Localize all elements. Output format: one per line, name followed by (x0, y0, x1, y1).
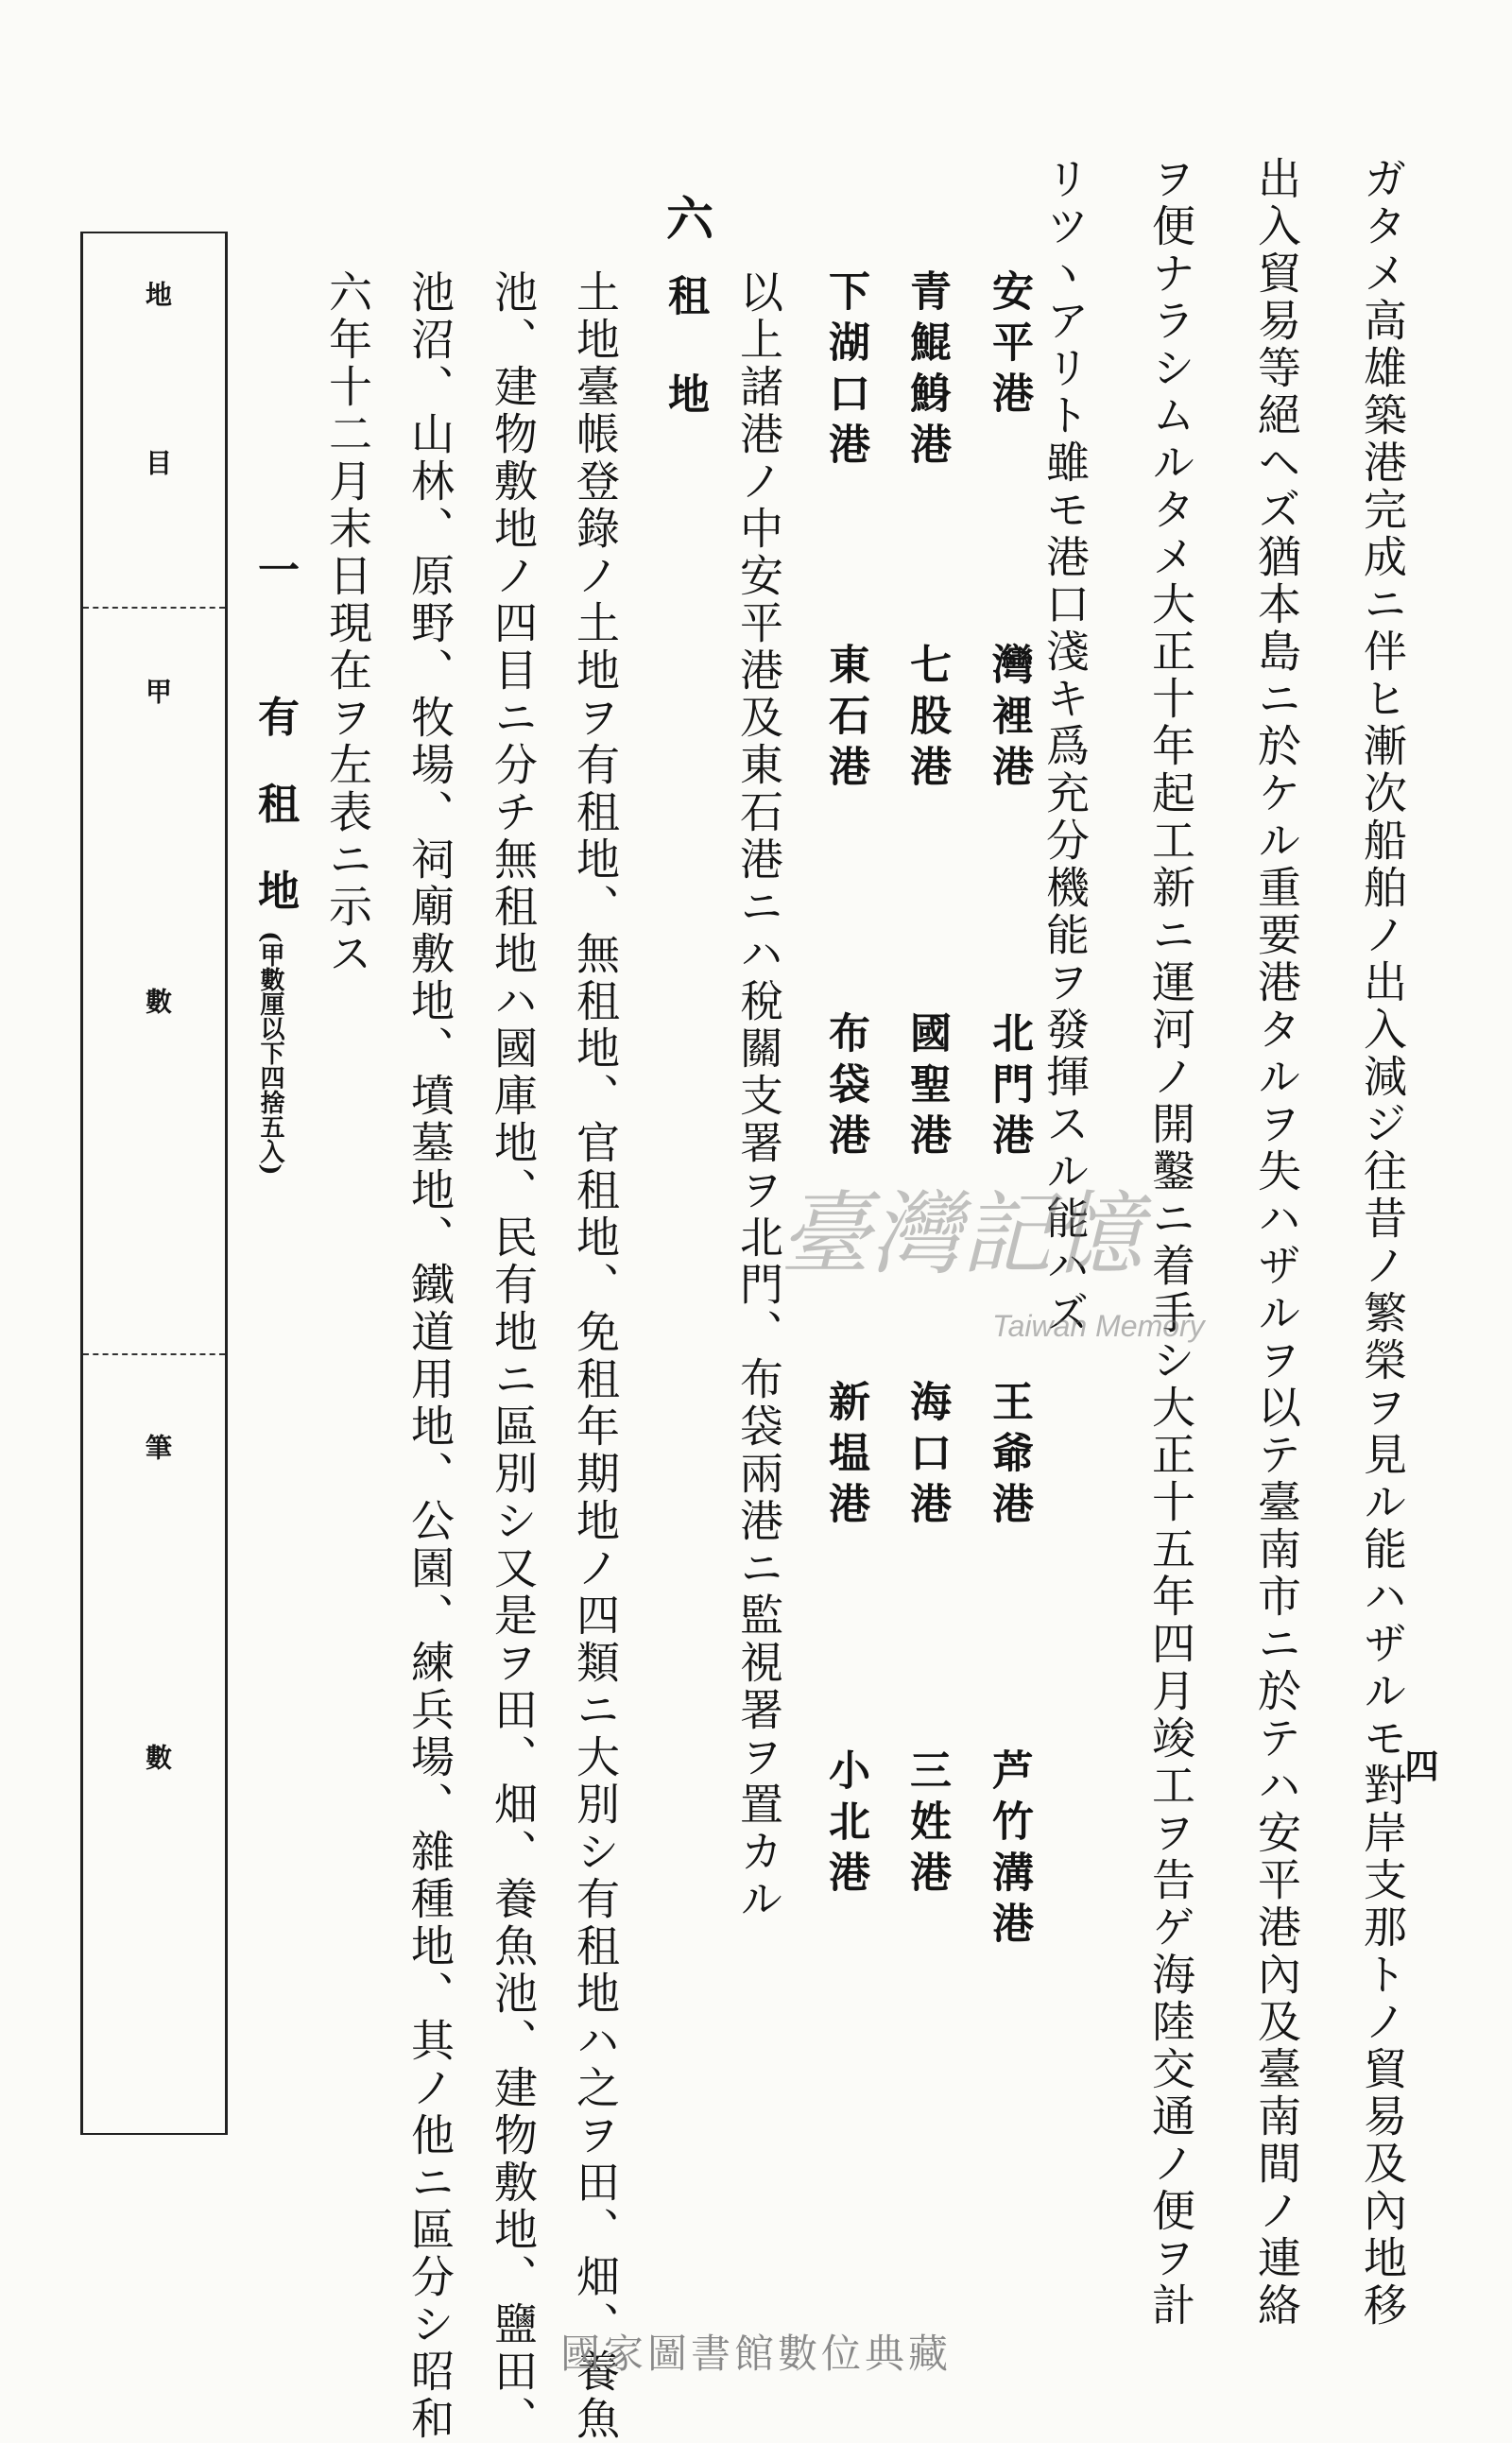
section-line-4: 六年十二月末日現在ヲ左表ニ示ス (322, 269, 373, 978)
body-line-3: ヲ便ナラシムルタメ大正十年起工新ニ運河ノ開鑿ニ着手シ大正十五年四月竣工ヲ告ゲ海陸交通ノ便ヲ計 (1145, 156, 1196, 2330)
table-note: (甲數厘以下四捨五入) (256, 931, 284, 1176)
port-qingkunshen: 青鯤鯓港 (902, 269, 951, 473)
port-wanli: 灣裡港 (985, 643, 1033, 796)
table-subheading: 一 有租地 (250, 548, 299, 956)
port-budai: 布袋港 (821, 1011, 869, 1164)
watermark-logo: 臺灣記憶 (780, 1181, 1143, 1287)
body-line-4: リツヽアリト雖モ港口淺キ爲充分機能ヲ發揮スル能ハズ (1040, 156, 1091, 1337)
watermark-english: Taiwan Memory (992, 1309, 1205, 1343)
body-line-2: 出入貿易等絕ヘズ猶本島ニ於ケル重要港タルヲ失ハザルヲ以テ臺南市ニ於テハ安平港內及臺南間ノ連絡 (1251, 156, 1302, 2330)
port-beimen: 北門港 (985, 1011, 1033, 1164)
table-divider (83, 1353, 225, 1355)
section-line-2: 池、建物敷地ノ四目ニ分チ無租地ハ國庫地、民有地ニ區別シ又是ヲ田、畑、養魚池、建物敷地、鹽田、 (488, 269, 539, 2443)
table-header-box (80, 232, 228, 2135)
port-xiahukou: 下湖口港 (821, 269, 869, 473)
port-luzhugou: 芦竹溝港 (985, 1748, 1033, 1953)
section-line-3: 池沼、山林、原野、牧場、祠廟敷地、墳墓地、鐵道用地、公園、練兵場、雜種地、其ノ他ニ區分シ昭和 (404, 269, 455, 2443)
port-qigu: 七股港 (902, 643, 951, 796)
section-title: 租地 (661, 274, 709, 471)
body-line-1: ガタメ高雄築港完成ニ伴ヒ漸次船舶ノ出入減ジ往昔ノ繁榮ヲ見ル能ハザルモ對岸支那トノ貿易及內地移 (1357, 156, 1408, 2330)
section-number: 六 (659, 194, 714, 241)
port-haikou: 海口港 (902, 1380, 951, 1533)
header-parcels: 筆數 (142, 1434, 173, 2054)
footer-credit: 國家圖書館數位典藏 (559, 2331, 952, 2377)
ports-summary: 以上諸港ノ中安平港及東石港ニハ稅關支署ヲ北門、布袋兩港ニ監視署ヲ置カル (733, 269, 784, 1923)
port-sanxing: 三姓港 (902, 1748, 951, 1901)
header-area: 甲數 (142, 678, 173, 1298)
port-wangye: 王爺港 (985, 1380, 1033, 1533)
port-dongshi: 東石港 (821, 643, 869, 796)
header-land-category: 地目 (142, 281, 173, 617)
port-xinwen: 新塭港 (821, 1380, 869, 1533)
page-number: 四 (1400, 1748, 1439, 1782)
section-line-1: 土地臺帳登錄ノ土地ヲ有租地、無租地、官租地、免租年期地ノ四類ニ大別シ有租地ハ之ヲ田、畑、養魚 (570, 269, 621, 2443)
port-xiaobei: 小北港 (821, 1748, 869, 1901)
port-guosheng: 國聖港 (902, 1011, 951, 1164)
port-anping: 安平港 (985, 269, 1033, 422)
